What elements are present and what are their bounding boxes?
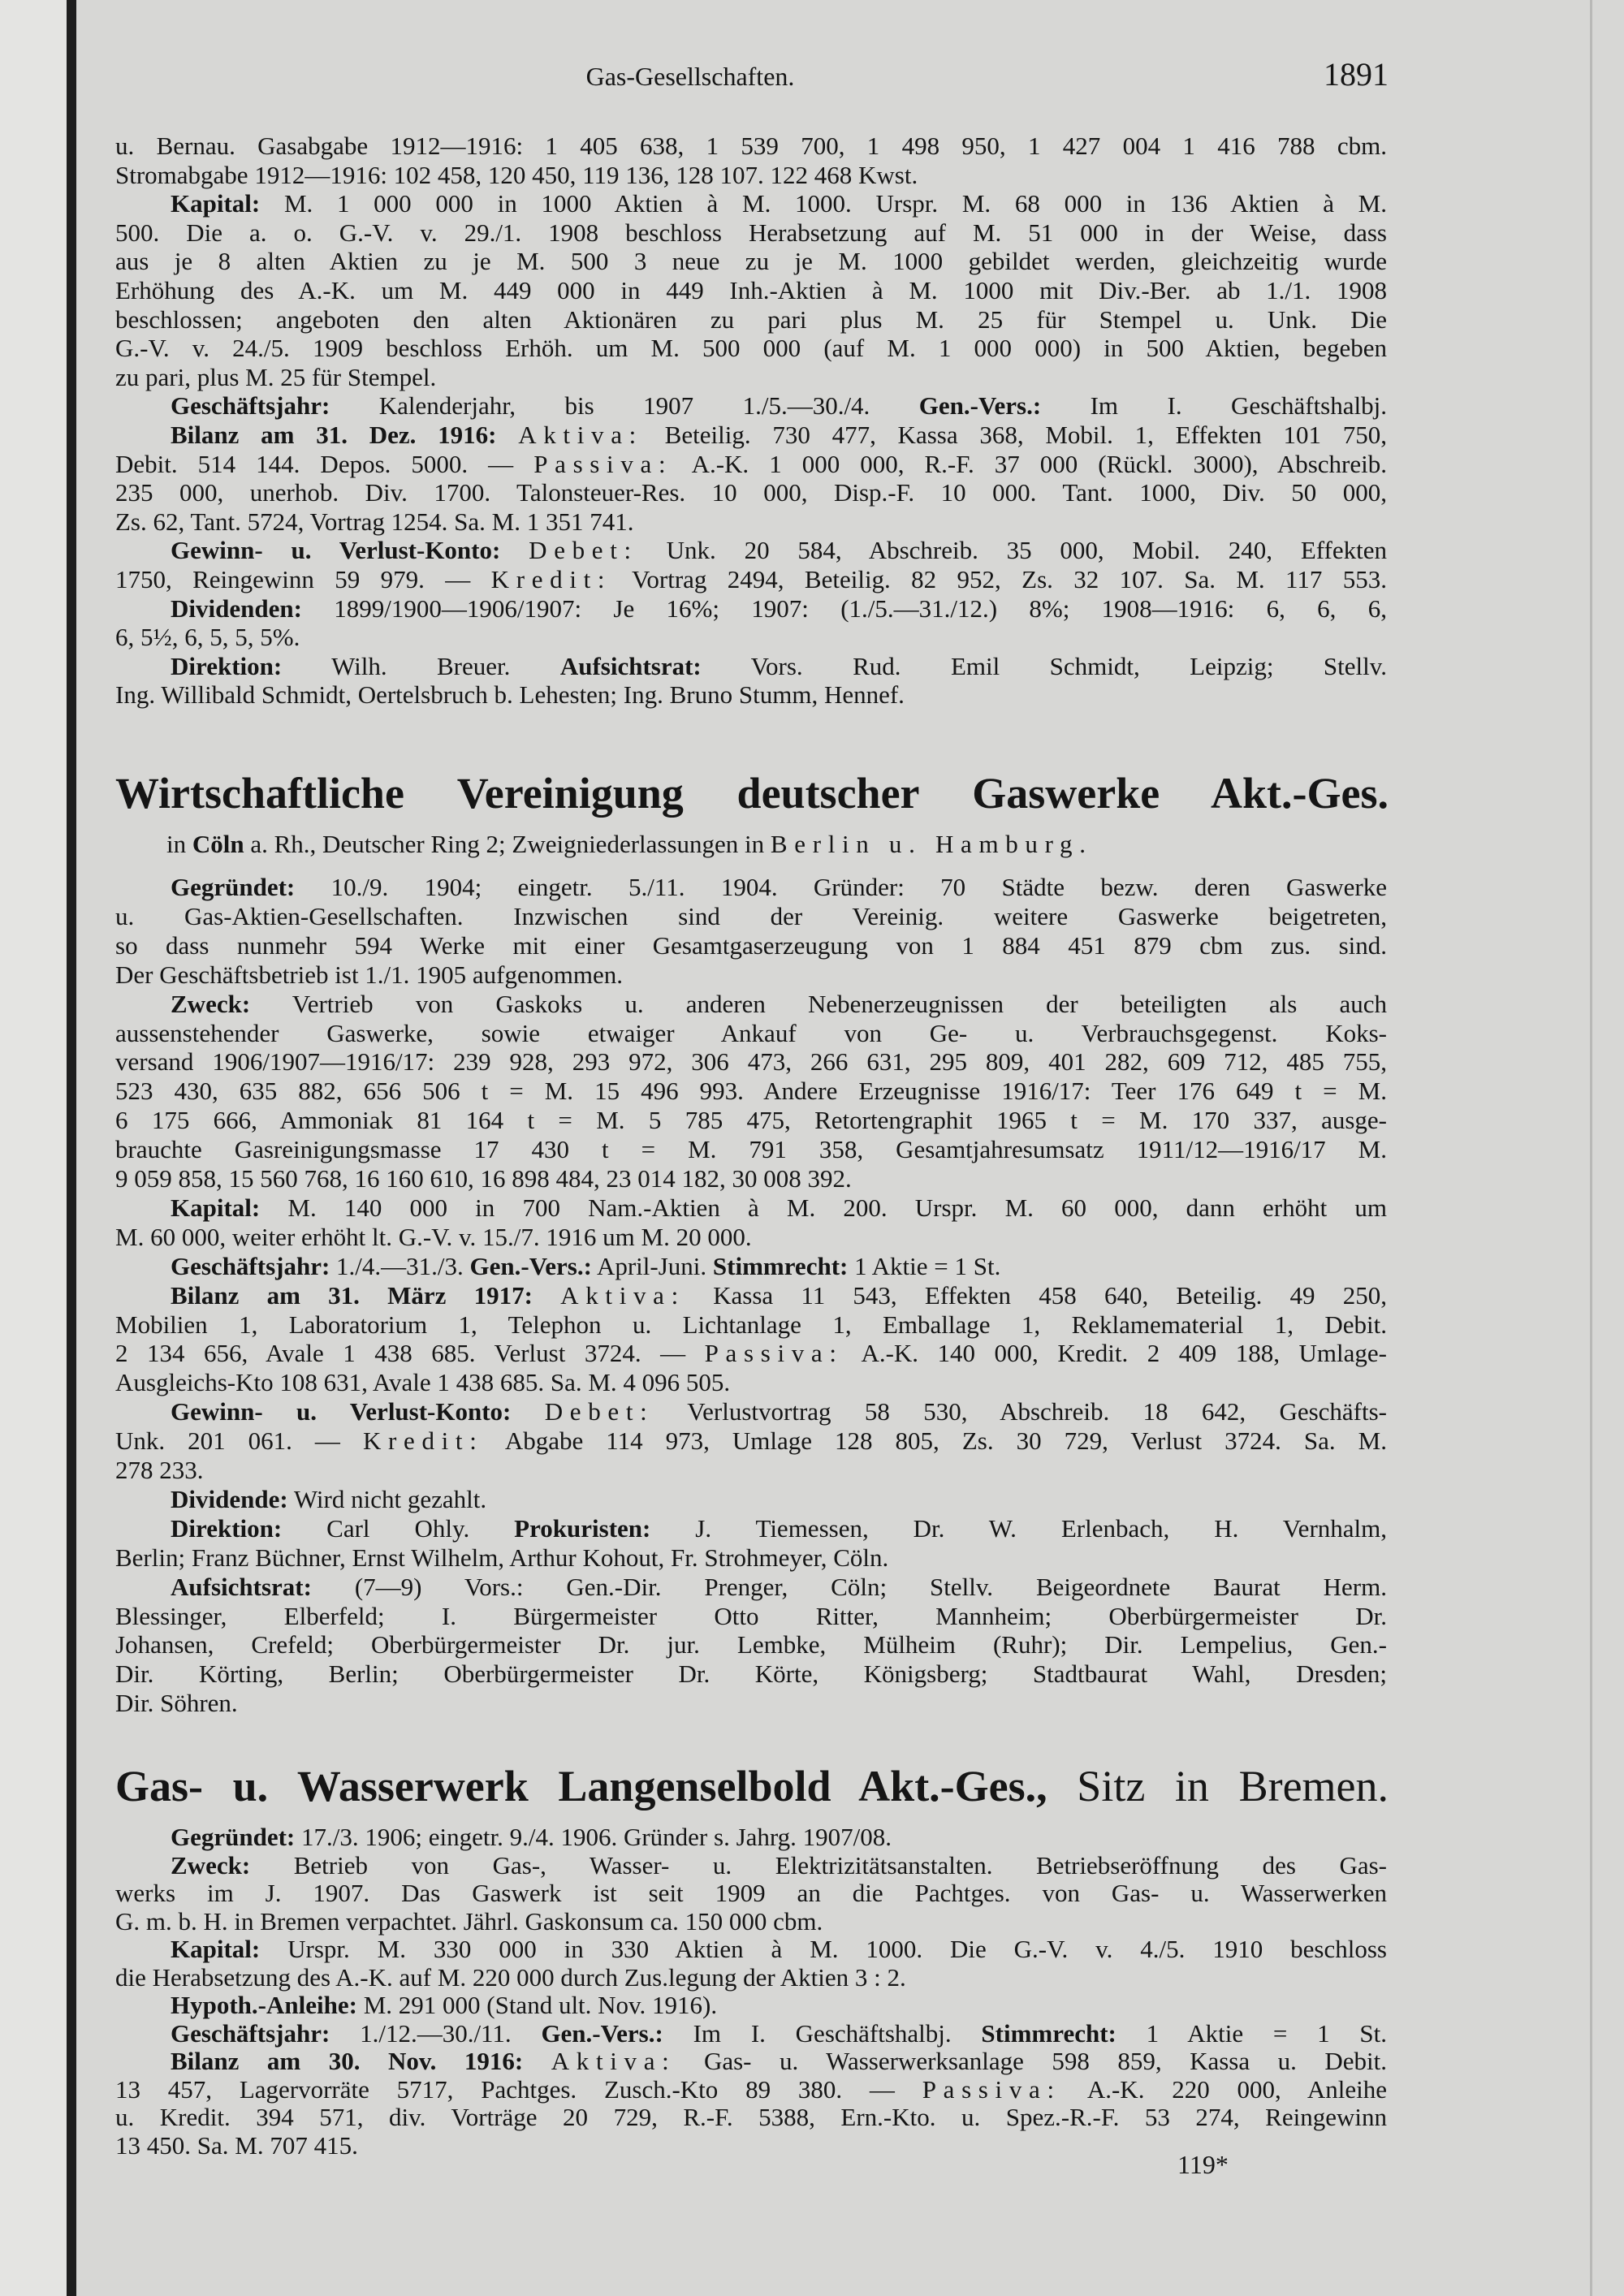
text-run: M. 1 000 000 in 1000 Aktien à M. 1000. Urspr. M. 68 000 in 136 Aktien à M. bbox=[260, 189, 1387, 218]
text-run: Blessinger, Elberfeld; I. Bürgermeister Otto Ritter, Mannheim; Oberbürgermeister Dr. bbox=[115, 1602, 1387, 1630]
text-run: Dir. Körting, Berlin; Oberbürgermeister Dr. Körte, Königsberg; Stadtbaurat Wahl, Dresden; bbox=[115, 1659, 1387, 1688]
running-title: Gas-Gesellschaften. bbox=[585, 62, 795, 91]
text-run: Urspr. M. 330 000 in 330 Aktien à M. 1000. Die G.-V. v. 4./5. 1910 beschloss bbox=[260, 1935, 1387, 1963]
text-run: 1 Aktie = 1 St. bbox=[1116, 2019, 1387, 2048]
text-run: M. 140 000 in 700 Nam.-Aktien à M. 200. Urspr. M. 60 000, dann erhöht um bbox=[260, 1193, 1387, 1222]
text-line bbox=[115, 679, 1387, 711]
bold-label: Kapital: bbox=[171, 1935, 261, 1963]
text-line bbox=[171, 1989, 1387, 2022]
text-line bbox=[115, 130, 1387, 162]
company-seat: Sitz in Bremen. bbox=[1047, 1762, 1389, 1810]
text-run: 13 450. Sa. M. 707 415. bbox=[115, 2131, 358, 2160]
text-run: 500. Die a. o. G.-V. v. 29./1. 1908 beschloss Herabsetzung auf M. 51 000 in der Weise, dass bbox=[115, 218, 1387, 247]
spaced-label: Debet: bbox=[529, 536, 638, 564]
text-run: beschlossen; angeboten den alten Aktionären zu pari plus M. 25 für Stempel u. Unk. Die bbox=[115, 305, 1387, 334]
text-run: Beteilig. 730 477, Kassa 368, Mobil. 1, Effekten 101 750, bbox=[642, 421, 1387, 449]
bold-label: Aufsichtsrat: bbox=[171, 1573, 312, 1601]
text-run: Carl Ohly. bbox=[282, 1514, 515, 1543]
text-run: Wird nicht gezahlt. bbox=[287, 1485, 487, 1513]
text-run: so dass nunmehr 594 Werke mit einer Gesamtgaserzeugung von 1 884 451 879 cbm zus. sind. bbox=[115, 931, 1387, 960]
bold-label: Stimmrecht: bbox=[712, 1252, 849, 1280]
text-run: 1./4.—31./3. bbox=[330, 1252, 470, 1280]
text-line bbox=[115, 506, 1387, 538]
text-line bbox=[171, 1192, 1387, 1224]
text-run: Johansen, Crefeld; Oberbürgermeister Dr. jur. Lembke, Mülheim (Ruhr); Dir. Lempelius, Gen.- bbox=[115, 1630, 1387, 1659]
text-run: Zs. 62, Tant. 5724, Vortrag 1254. Sa. M. 1 351 741. bbox=[115, 507, 634, 536]
text-run: 2 134 656, Avale 1 438 685. Verlust 3724. — bbox=[115, 1339, 705, 1367]
text-run: (7—9) Vors.: Gen.-Dir. Prenger, Cöln; Stellv. Beigeordnete Baurat Herm. bbox=[311, 1573, 1387, 1601]
text-line bbox=[171, 390, 1387, 422]
text-line bbox=[115, 1629, 1387, 1661]
bold-label: Zweck: bbox=[171, 990, 251, 1018]
text-line bbox=[171, 1513, 1387, 1545]
text-run: Unk. 201 061. — bbox=[115, 1426, 363, 1455]
text-line bbox=[115, 477, 1387, 509]
bold-label: Hypoth.-Anleihe: bbox=[171, 1991, 357, 2019]
bold-label: Bilanz am 31. Dez. 1916: bbox=[171, 421, 497, 449]
text-run: J. Tiemessen, Dr. W. Erlenbach, H. Vernhalm, bbox=[650, 1514, 1387, 1543]
text-run: die Herabsetzung des A.-K. auf M. 220 000 durch Zus.legung der Aktien 3 : 2. bbox=[115, 1963, 906, 1992]
bold-label: Bilanz am 31. März 1917: bbox=[171, 1281, 533, 1310]
text-run: M. 291 000 (Stand ult. Nov. 1916). bbox=[356, 1991, 718, 2019]
text-run: M. 60 000, weiter erhöht lt. G.-V. v. 15./7. 1916 um M. 20 000. bbox=[115, 1223, 752, 1251]
text-line bbox=[115, 1454, 1387, 1487]
bold-label: Gegründet: bbox=[171, 1823, 296, 1851]
text-run: A.-K. 220 000, Anleihe bbox=[1060, 2075, 1387, 2104]
text-run bbox=[533, 1281, 560, 1310]
text-line bbox=[115, 1366, 1387, 1399]
spaced-label: Aktiva: bbox=[551, 2047, 676, 2075]
text-run: 6 175 666, Ammoniak 81 164 t = M. 5 785 475, Retortengraphit 1965 t = M. 170 337, ausge- bbox=[115, 1106, 1387, 1134]
text-line bbox=[115, 2101, 1387, 2134]
text-line bbox=[115, 1877, 1387, 1910]
text-line bbox=[115, 930, 1387, 962]
text-line bbox=[171, 188, 1387, 220]
text-run: Erhöhung des A.-K. um M. 449 000 in 449 Inh.-Aktien à M. 1000 mit Div.-Ber. ab 1./1. 1908 bbox=[115, 276, 1387, 304]
bold-label: Direktion: bbox=[171, 1514, 283, 1543]
bold-label: Bilanz am 30. Nov. 1916: bbox=[171, 2047, 524, 2075]
text-run: zu pari, plus M. 25 für Stempel. bbox=[115, 363, 437, 391]
text-run: Vortrag 2494, Beteilig. 82 952, Zs. 32 107. Sa. M. 117 553. bbox=[611, 565, 1387, 593]
text-run: April-Juni. bbox=[591, 1252, 713, 1280]
bold-label: Stimmrecht: bbox=[981, 2019, 1116, 2048]
text-run: Abgabe 114 973, Umlage 128 805, Zs. 30 729, Verlust 3724. Sa. M. bbox=[483, 1426, 1387, 1455]
text-line bbox=[115, 1163, 1387, 1195]
text-line bbox=[115, 448, 1387, 481]
spaced-label: Kredit: bbox=[490, 565, 612, 593]
text-run: 6, 5½, 6, 5, 5, 5%. bbox=[115, 623, 300, 651]
page-edge bbox=[1590, 0, 1592, 2296]
text-line bbox=[115, 1075, 1387, 1107]
bold-label: Gen.-Vers.: bbox=[469, 1252, 592, 1280]
company-location bbox=[166, 828, 1093, 861]
bold-label: Kapital: bbox=[171, 1193, 261, 1222]
text-line bbox=[115, 959, 1387, 991]
text-line bbox=[115, 1104, 1387, 1137]
text-line bbox=[171, 871, 1387, 904]
text-run: in bbox=[166, 830, 192, 858]
text-line bbox=[171, 1250, 1387, 1283]
text-run: Ing. Willibald Schmidt, Oertelsbruch b. Lehesten; Ing. Bruno Stumm, Hennef. bbox=[115, 680, 905, 709]
text-run: Ausgleichs-Kto 108 631, Avale 1 438 685. Sa. M. 4 096 505. bbox=[115, 1368, 731, 1396]
text-run: 235 000, unerhob. Div. 1700. Talonsteuer-Res. 10 000, Disp.-F. 10 000. Tant. 1000, Div. 50 000, bbox=[115, 478, 1387, 507]
bold-label: Gewinn- u. Verlust-Konto: bbox=[171, 536, 501, 564]
book-gutter bbox=[67, 0, 76, 2296]
text-run: 278 233. bbox=[115, 1456, 204, 1484]
bold-label: Gewinn- u. Verlust-Konto: bbox=[171, 1397, 512, 1426]
company-name: Gas- u. Wasserwerk Langenselbold Akt.-Ges., bbox=[115, 1762, 1047, 1810]
text-line bbox=[115, 361, 1387, 394]
text-run: 1./12.—30./11. bbox=[330, 2019, 542, 2048]
company-title-wirtschaftliche-vereinigung: Wirtschaftliche Vereinigung deutscher Gaswerke Akt.-Ges. bbox=[115, 769, 1389, 818]
text-run: 1899/1900—1906/1907: Je 16%; 1907: (1./5.—31./12.) 8%; 1908—1916: 6, 6, 6, bbox=[301, 594, 1387, 623]
text-line bbox=[115, 1542, 1387, 1574]
text-line bbox=[171, 1483, 1387, 1516]
spaced-label: Passiva: bbox=[922, 2075, 1061, 2104]
text-line bbox=[115, 332, 1387, 365]
bold-label: Gen.-Vers.: bbox=[918, 391, 1042, 420]
spaced-label: Kredit: bbox=[362, 1426, 484, 1455]
text-run: aussenstehender Gaswerke, sowie etwaiger Ankauf von Ge- u. Verbrauchsgegenst. Koks- bbox=[115, 1019, 1387, 1047]
adjacent-page-margin bbox=[0, 0, 67, 2296]
text-run: Stromabgabe 1912—1916: 102 458, 120 450, 119 136, 128 107. 122 468 Kwst. bbox=[115, 161, 918, 189]
text-line bbox=[115, 900, 1387, 933]
text-run: Betrieb von Gas-, Wasser- u. Elektrizitätsanstalten. Betriebseröffnung des Gas- bbox=[250, 1851, 1387, 1880]
spaced-label: Debet: bbox=[544, 1397, 654, 1426]
bold-label: Gegründet: bbox=[171, 873, 296, 901]
text-line bbox=[115, 1133, 1387, 1166]
text-run: u. Gas-Aktien-Gesellschaften. Inzwischen sind der Vereinig. weitere Gaswerke beigetreten, bbox=[115, 902, 1387, 930]
text-line bbox=[115, 1687, 1387, 1720]
text-line bbox=[115, 304, 1387, 336]
text-run: brauchte Gasreinigungsmasse 17 430 t = M. 791 358, Gesamtjahresumsatz 1911/12—1916/17 M. bbox=[115, 1135, 1387, 1163]
bold-label: Zweck: bbox=[171, 1851, 251, 1880]
text-line bbox=[115, 1600, 1387, 1633]
signature-mark: 119* bbox=[1177, 2150, 1229, 2179]
text-run: Debit. 514 144. Depos. 5000. — bbox=[115, 450, 534, 478]
text-run: 523 430, 635 882, 656 506 t = M. 15 496 993. Andere Erzeugnisse 1916/17: Teer 176 649 t = M. bbox=[115, 1077, 1387, 1105]
text-run: 1750, Reingewinn 59 979. — bbox=[115, 565, 491, 593]
bold-label: Geschäftsjahr: bbox=[171, 1252, 330, 1280]
text-run: Kalenderjahr, bis 1907 1./5.—30./4. bbox=[330, 391, 919, 420]
text-run: 13 457, Lagervorräte 5717, Pachtges. Zusch.-Kto 89 380. — bbox=[115, 2075, 922, 2104]
spaced-label: Aktiva: bbox=[518, 421, 643, 449]
text-run: G. m. b. H. in Bremen verpachtet. Jährl. Gaskonsum ca. 150 000 cbm. bbox=[115, 1907, 823, 1936]
text-run: G.-V. v. 24./5. 1909 beschloss Erhöh. um M. 500 000 (auf M. 1 000 000) in 500 Aktien, begeben bbox=[115, 334, 1387, 362]
text-run: aus je 8 alten Aktien zu je M. 500 3 neue zu je M. 1000 gebildet werden, gleichzeitig wurde bbox=[115, 247, 1387, 275]
text-line bbox=[115, 1425, 1387, 1457]
text-run: 9 059 858, 15 560 768, 16 160 610, 16 898 484, 23 014 182, 30 008 392. bbox=[115, 1164, 852, 1193]
text-line bbox=[115, 621, 1387, 654]
page-number: 1891 bbox=[1324, 56, 1389, 93]
text-line bbox=[115, 1658, 1387, 1690]
text-line bbox=[115, 159, 1387, 192]
text-run: werks im J. 1907. Das Gaswerk ist seit 1909 an die Pachtges. von Gas- u. Wasserwerken bbox=[115, 1879, 1387, 1907]
bold-label: Direktion: bbox=[171, 652, 283, 680]
text-run: Unk. 20 584, Abschreib. 35 000, Mobil. 240, Effekten bbox=[637, 536, 1388, 564]
text-run: Im I. Geschäftshalbj. bbox=[663, 2019, 982, 2048]
text-run: Der Geschäftsbetrieb ist 1./1. 1905 aufgenommen. bbox=[115, 960, 623, 989]
city-name: Cöln bbox=[192, 830, 244, 858]
bold-label: Prokuristen: bbox=[514, 1514, 651, 1543]
spaced-label: Aktiva: bbox=[560, 1281, 685, 1310]
bold-label: Geschäftsjahr: bbox=[171, 2019, 330, 2048]
bold-label: Gen.-Vers.: bbox=[541, 2019, 663, 2048]
text-line bbox=[115, 274, 1387, 307]
text-line bbox=[115, 563, 1387, 596]
text-line bbox=[171, 1933, 1387, 1966]
bold-label: Aufsichtsrat: bbox=[559, 652, 702, 680]
text-run: Kassa 11 543, Effekten 458 640, Beteilig. 49 250, bbox=[685, 1281, 1388, 1310]
bold-label: Kapital: bbox=[171, 189, 261, 218]
text-line bbox=[171, 1571, 1387, 1603]
text-line bbox=[171, 419, 1387, 451]
text-run: Vertrieb von Gaskoks u. anderen Nebenerzeugnissen der beteiligten als auch bbox=[250, 990, 1387, 1018]
text-line bbox=[115, 245, 1387, 278]
text-line bbox=[115, 1017, 1387, 1050]
text-run: Wilh. Breuer. bbox=[282, 652, 560, 680]
text-run bbox=[496, 421, 518, 449]
text-line bbox=[115, 1309, 1387, 1341]
text-run: A.-K. 1 000 000, R.-F. 37 000 (Rückl. 3000), Abschreib. bbox=[672, 450, 1387, 478]
text-run: 1 Aktie = 1 St. bbox=[848, 1252, 1001, 1280]
spaced-label: Passiva: bbox=[533, 450, 673, 478]
text-line bbox=[115, 1046, 1387, 1078]
text-run bbox=[500, 536, 529, 564]
text-line bbox=[171, 1396, 1387, 1428]
text-run bbox=[523, 2047, 551, 2075]
text-run: Gas- u. Wasserwerksanlage 598 859, Kassa u. Debit. bbox=[676, 2047, 1387, 2075]
text-line bbox=[171, 534, 1387, 567]
text-line bbox=[115, 1337, 1387, 1370]
text-run: Verlustvortrag 58 530, Abschreib. 18 642, Geschäfts- bbox=[654, 1397, 1388, 1426]
branch-cities: Berlin u. Hamburg. bbox=[770, 830, 1093, 858]
text-run: u. Bernau. Gasabgabe 1912—1916: 1 405 638, 1 539 700, 1 498 950, 1 427 004 1 416 788 cbm. bbox=[115, 132, 1387, 160]
text-line bbox=[171, 1280, 1387, 1312]
text-run: Vors. Rud. Emil Schmidt, Leipzig; Stellv. bbox=[701, 652, 1387, 680]
text-line bbox=[115, 1221, 1387, 1254]
text-line bbox=[171, 1821, 1387, 1854]
text-line bbox=[171, 650, 1387, 683]
text-run: a. Rh., Deutscher Ring 2; Zweigniederlassungen in bbox=[244, 830, 771, 858]
text-line bbox=[115, 217, 1387, 249]
bold-label: Dividende: bbox=[171, 1485, 288, 1513]
bold-label: Geschäftsjahr: bbox=[171, 391, 330, 420]
text-run: versand 1906/1907—1916/17: 239 928, 293 972, 306 473, 266 631, 295 809, 401 282, 609 712, 485 755, bbox=[115, 1047, 1387, 1076]
text-run: u. Kredit. 394 571, div. Vorträge 20 729, R.-F. 5388, Ern.-Kto. u. Spez.-R.-F. 53 274, Reingewinn bbox=[115, 2103, 1387, 2131]
spaced-label: Passiva: bbox=[704, 1339, 844, 1367]
text-line bbox=[171, 2045, 1387, 2078]
text-run: 17./3. 1906; eingetr. 9./4. 1906. Gründer s. Jahrg. 1907/08. bbox=[295, 1823, 892, 1851]
text-run: Dir. Söhren. bbox=[115, 1689, 238, 1717]
bold-label: Dividenden: bbox=[171, 594, 302, 623]
text-run: 10./9. 1904; eingetr. 5./11. 1904. Gründer: 70 Städte bezw. deren Gaswerke bbox=[295, 873, 1387, 901]
text-run: A.-K. 140 000, Kredit. 2 409 188, Umlage- bbox=[843, 1339, 1387, 1367]
text-line bbox=[171, 988, 1387, 1021]
text-run: Im I. Geschäftshalbj. bbox=[1041, 391, 1387, 420]
text-run: Mobilien 1, Laboratorium 1, Telephon u. Lichtanlage 1, Emballage 1, Reklamematerial 1, Debit. bbox=[115, 1310, 1387, 1339]
text-run bbox=[511, 1397, 544, 1426]
text-run: Berlin; Franz Büchner, Ernst Wilhelm, Arthur Kohout, Fr. Strohmeyer, Cöln. bbox=[115, 1543, 889, 1572]
company-title-langenselbold bbox=[115, 1762, 1389, 1810]
text-line bbox=[171, 593, 1387, 625]
